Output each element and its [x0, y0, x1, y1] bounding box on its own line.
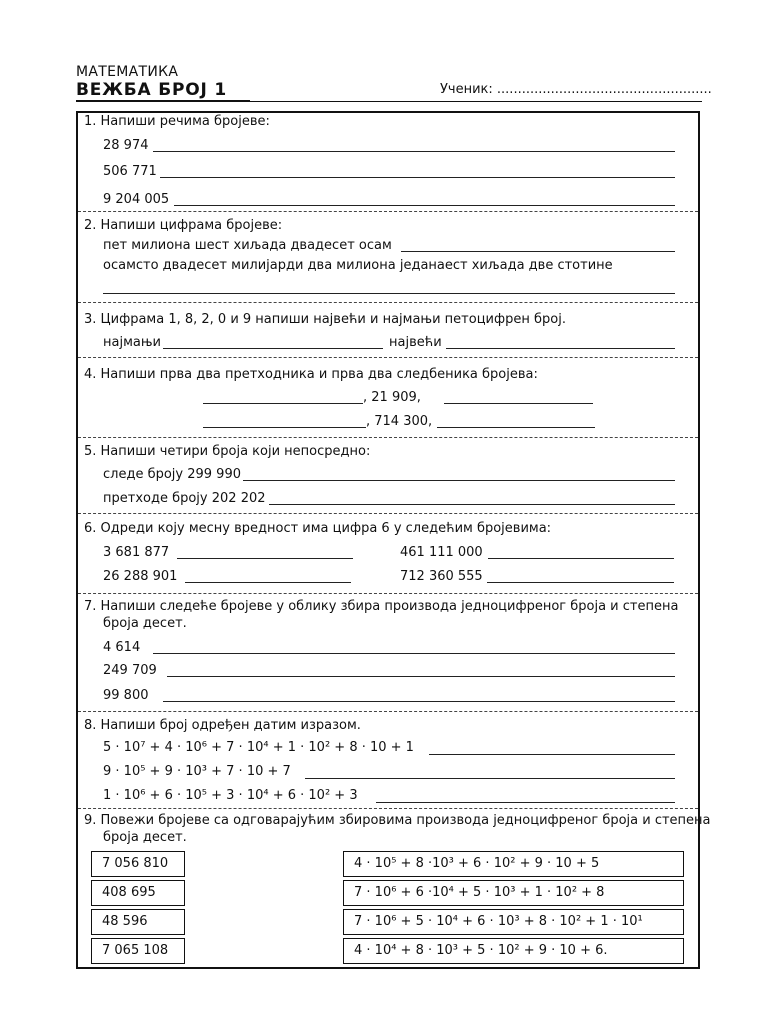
section-divider	[78, 302, 698, 303]
q1-number: 28 974	[103, 138, 149, 153]
q4-answer-line[interactable]	[444, 403, 593, 404]
q6-answer-line[interactable]	[185, 582, 351, 583]
section-divider	[78, 711, 698, 712]
q7-prompt: 7. Напиши следеће бројеве у облику збира производа једноцифреног броја и степена	[84, 599, 679, 614]
q2-text: пет милиона шест хиљада двадесет осам	[103, 238, 392, 253]
q1-answer-line[interactable]	[153, 151, 675, 152]
q7-number: 249 709	[103, 663, 157, 678]
subject-label: МАТЕМАТИКА	[76, 64, 179, 80]
q9-number-box[interactable]: 48 596	[91, 909, 185, 935]
q9-prompt: 9. Повежи бројеве са одговарајућим збировима производа једноцифреног броја и степена	[84, 813, 711, 828]
section-divider	[78, 593, 698, 594]
q7-answer-line[interactable]	[163, 701, 675, 702]
q4-answer-line[interactable]	[437, 427, 595, 428]
q9-number-box[interactable]: 7 065 108	[91, 938, 185, 964]
q5-prompt: 5. Напиши четири броја који непосредно:	[84, 444, 371, 459]
q5-text: претходе броју 202 202	[103, 491, 266, 506]
q2-answer-line[interactable]	[401, 251, 675, 252]
q7-prompt-cont: броја десет.	[103, 616, 187, 631]
q6-answer-line[interactable]	[177, 558, 353, 559]
student-field[interactable]: Ученик: ....................................................	[440, 82, 712, 97]
q6-number: 26 288 901	[103, 569, 178, 584]
q8-expression: 1 · 10⁶ + 6 · 10⁵ + 3 · 10⁴ + 6 · 10² + 3	[103, 788, 358, 803]
q2-prompt: 2. Напиши цифрама бројеве:	[84, 218, 283, 233]
q8-answer-line[interactable]	[376, 802, 675, 803]
q6-number: 712 360 555	[400, 569, 483, 584]
q3-min-label: најмањи	[103, 335, 161, 350]
q2-answer-line[interactable]	[103, 293, 675, 294]
q9-expression-box[interactable]: 7 · 10⁶ + 6 ·10⁴ + 5 · 10³ + 1 · 10² + 8	[343, 880, 684, 906]
worksheet-title: ВЕЖБА БРОЈ 1	[76, 80, 227, 100]
q9-expression-box[interactable]: 7 · 10⁶ + 5 · 10⁴ + 6 · 10³ + 8 · 10² + 1 · 10¹	[343, 909, 684, 935]
q9-expression-box[interactable]: 4 · 10⁵ + 8 ·10³ + 6 · 10² + 9 · 10 + 5	[343, 851, 684, 877]
q8-expression: 5 · 10⁷ + 4 · 10⁶ + 7 · 10⁴ + 1 · 10² + 8 · 10 + 1	[103, 740, 414, 755]
q1-answer-line[interactable]	[174, 205, 675, 206]
q5-answer-line[interactable]	[269, 504, 675, 505]
section-divider	[78, 513, 698, 514]
q1-number: 506 771	[103, 164, 157, 179]
q3-prompt: 3. Цифрама 1, 8, 2, 0 и 9 напиши највећи и најмањи петоцифрен број.	[84, 312, 566, 327]
header-rule	[250, 101, 702, 102]
q5-text: следе броју 299 990	[103, 467, 241, 482]
q1-answer-line[interactable]	[160, 177, 675, 178]
q4-number: , 714 300,	[366, 414, 433, 429]
q8-answer-line[interactable]	[305, 778, 675, 779]
q9-prompt-cont: броја десет.	[103, 830, 187, 845]
section-divider	[78, 211, 698, 212]
q6-number: 3 681 877	[103, 545, 170, 560]
q6-number: 461 111 000	[400, 545, 483, 560]
q6-answer-line[interactable]	[488, 558, 674, 559]
q7-answer-line[interactable]	[153, 653, 675, 654]
q9-expression-box[interactable]: 4 · 10⁴ + 8 · 10³ + 5 · 10² + 9 · 10 + 6.	[343, 938, 684, 964]
q8-expression: 9 · 10⁵ + 9 · 10³ + 7 · 10 + 7	[103, 764, 291, 779]
q1-number: 9 204 005	[103, 192, 170, 207]
q8-answer-line[interactable]	[429, 754, 675, 755]
q6-answer-line[interactable]	[487, 582, 674, 583]
q4-answer-line[interactable]	[203, 427, 366, 428]
q3-max-answer-line[interactable]	[446, 348, 675, 349]
q4-answer-line[interactable]	[203, 403, 363, 404]
q1-prompt: 1. Напиши речима бројеве:	[84, 114, 270, 129]
q3-max-label: највећи	[389, 335, 442, 350]
q5-answer-line[interactable]	[243, 480, 675, 481]
q2-text: осамсто двадесет милијарди два милиона једанаест хиљада две стотине	[103, 258, 613, 273]
q8-prompt: 8. Напиши број одређен датим изразом.	[84, 718, 361, 733]
q9-number-box[interactable]: 7 056 810	[91, 851, 185, 877]
q7-answer-line[interactable]	[167, 676, 675, 677]
section-divider	[78, 808, 698, 809]
q6-prompt: 6. Одреди коју месну вредност има цифра 6 у следећим бројевима:	[84, 521, 552, 536]
q7-number: 4 614	[103, 640, 141, 655]
q4-prompt: 4. Напиши прва два претходника и прва два следбеника бројева:	[84, 367, 538, 382]
section-divider	[78, 437, 698, 438]
q4-number: , 21 909,	[363, 390, 421, 405]
q9-number-box[interactable]: 408 695	[91, 880, 185, 906]
section-divider	[78, 357, 698, 358]
q3-min-answer-line[interactable]	[163, 348, 383, 349]
title-underline	[76, 100, 250, 102]
q7-number: 99 800	[103, 688, 149, 703]
